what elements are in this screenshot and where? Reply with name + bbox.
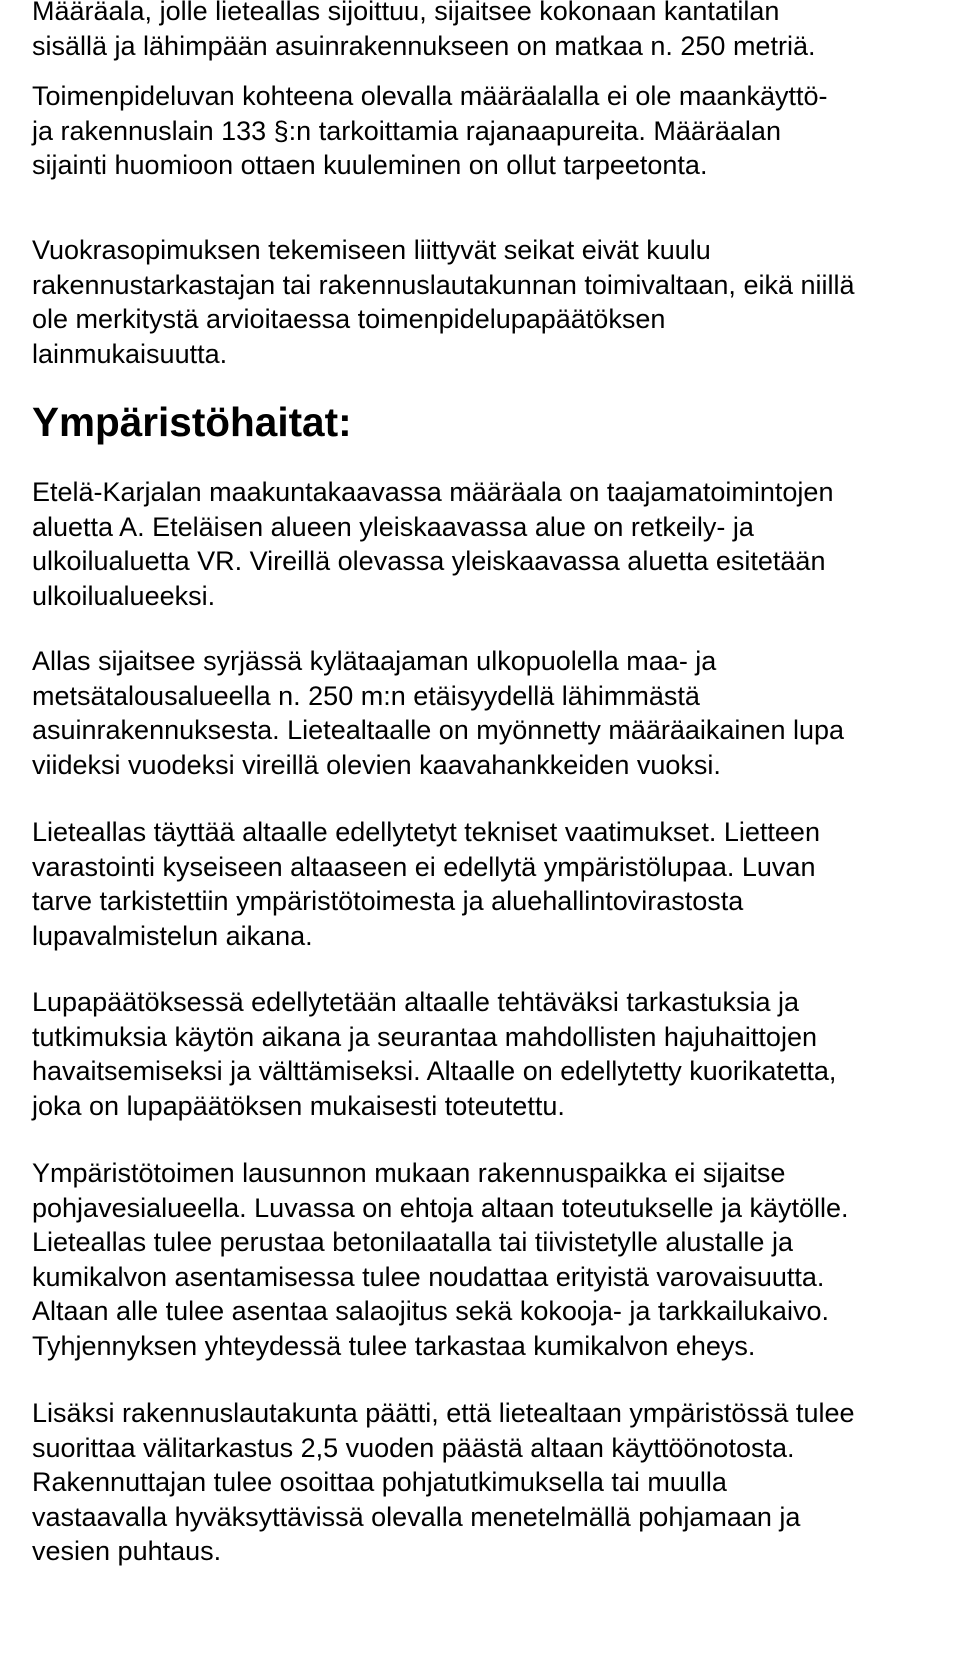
text-line: lainmukaisuutta. <box>32 338 228 369</box>
text-line: havaitsemiseksi ja välttämiseksi. Altaalle on edellytetty kuorikatetta, <box>32 1056 837 1086</box>
text-line: Altaan alle tulee asentaa salaojitus sekä kokooja- ja tarkkailukaivo. <box>32 1296 829 1326</box>
text-line: Toimenpideluvan kohteena olevalla määräalalla ei ole maankäyttö- <box>32 81 828 111</box>
text-line: sijainti huomioon ottaen kuuleminen on ollut tarpeetonta. <box>32 150 708 180</box>
text-line: ja rakennuslain 133 §:n tarkoittamia rajanaapureita. Määräalan <box>32 115 781 146</box>
paragraph-neighbours <box>32 79 828 183</box>
text-line: Lisäksi rakennuslautakunta päätti, että lietealtaan ympäristössä tulee <box>32 1398 855 1428</box>
paragraph-technical-requirements <box>32 815 820 953</box>
paragraph-lease-agreement <box>32 233 855 371</box>
text-line: Määräala, jolle lieteallas sijoittuu, sijaitsee kokonaan kantatilan <box>32 0 780 26</box>
text-line: lupavalmistelun aikana. <box>32 920 313 951</box>
text-line: tarve tarkistettiin ympäristötoimesta ja aluehallintovirastosta <box>32 886 744 916</box>
paragraph-groundwater <box>32 1156 849 1363</box>
text-line: pohjavesialueella. Luvassa on ehtoja altaan toteutukselle ja käytölle. <box>32 1192 849 1223</box>
paragraph-location <box>32 0 815 63</box>
text-line: joka on lupapäätöksen mukaisesti toteutettu. <box>32 1090 565 1121</box>
text-line: kumikalvon asentamisessa tulee noudattaa erityistä varovaisuutta. <box>32 1261 825 1292</box>
text-line: asuinrakennuksesta. Lietealtaalle on myönnetty määräaikainen lupa <box>32 715 845 745</box>
text-line: tutkimuksia käytön aikana ja seurantaa mahdollisten hajuhaittojen <box>32 1021 817 1052</box>
paragraph-zoning <box>32 475 833 613</box>
text-line: Tyhjennyksen yhteydessä tulee tarkastaa kumikalvon eheys. <box>32 1330 756 1361</box>
text-line: Ympäristötoimen lausunnon mukaan rakennuspaikka ei sijaitse <box>32 1158 786 1188</box>
paragraph-pool-location <box>32 644 844 782</box>
section-heading-environmental-impacts: Ympäristöhaitat: <box>32 399 352 445</box>
text-line: viideksi vuodeksi vireillä olevien kaavahankkeiden vuoksi. <box>32 749 721 780</box>
text-line: sisällä ja lähimpään asuinrakennukseen on matkaa n. 250 metriä. <box>32 30 816 61</box>
text-line: varastointi kyseiseen altaaseen ei edellytä ympäristölupaa. Luvan <box>32 851 816 882</box>
text-line: suorittaa välitarkastus 2,5 vuoden päästä altaan käyttöönotosta. <box>32 1432 795 1463</box>
text-line: Rakennuttajan tulee osoittaa pohjatutkimuksella tai muulla <box>32 1467 727 1497</box>
text-line: Lieteallas tulee perustaa betonilaatalla tai tiivistetylle alustalle ja <box>32 1227 793 1257</box>
text-line: aluetta A. Eteläisen alueen yleiskaavassa alue on retkeily- ja <box>32 511 754 542</box>
text-line: Lieteallas täyttää altaalle edellytetyt tekniset vaatimukset. Lietteen <box>32 817 820 847</box>
text-line: ole merkitystä arvioitaessa toimenpidelupapäätöksen <box>32 304 666 334</box>
text-line: vesien puhtaus. <box>32 1536 222 1566</box>
paragraph-inspections <box>32 985 836 1123</box>
paragraph-interim-inspection <box>32 1396 855 1569</box>
text-line: Allas sijaitsee syrjässä kylätaajaman ulkopuolella maa- ja <box>32 646 717 676</box>
text-line: vastaavalla hyväksyttävissä olevalla menetelmällä pohjamaan ja <box>32 1501 801 1532</box>
text-line: Etelä-Karjalan maakuntakaavassa määräala on taajamatoimintojen <box>32 477 834 507</box>
text-line: ulkoilualuetta VR. Vireillä olevassa yleiskaavassa aluetta esitetään <box>32 546 826 576</box>
text-line: Vuokrasopimuksen tekemiseen liittyvät seikat eivät kuulu <box>32 235 711 265</box>
text-line: metsätalousalueella n. 250 m:n etäisyydellä lähimmästä <box>32 680 700 711</box>
text-line: rakennustarkastajan tai rakennuslautakunnan toimivaltaan, eikä niillä <box>32 269 855 300</box>
text-line: ulkoilualueeksi. <box>32 580 216 611</box>
text-line: Lupapäätöksessä edellytetään altaalle tehtäväksi tarkastuksia ja <box>32 987 799 1017</box>
